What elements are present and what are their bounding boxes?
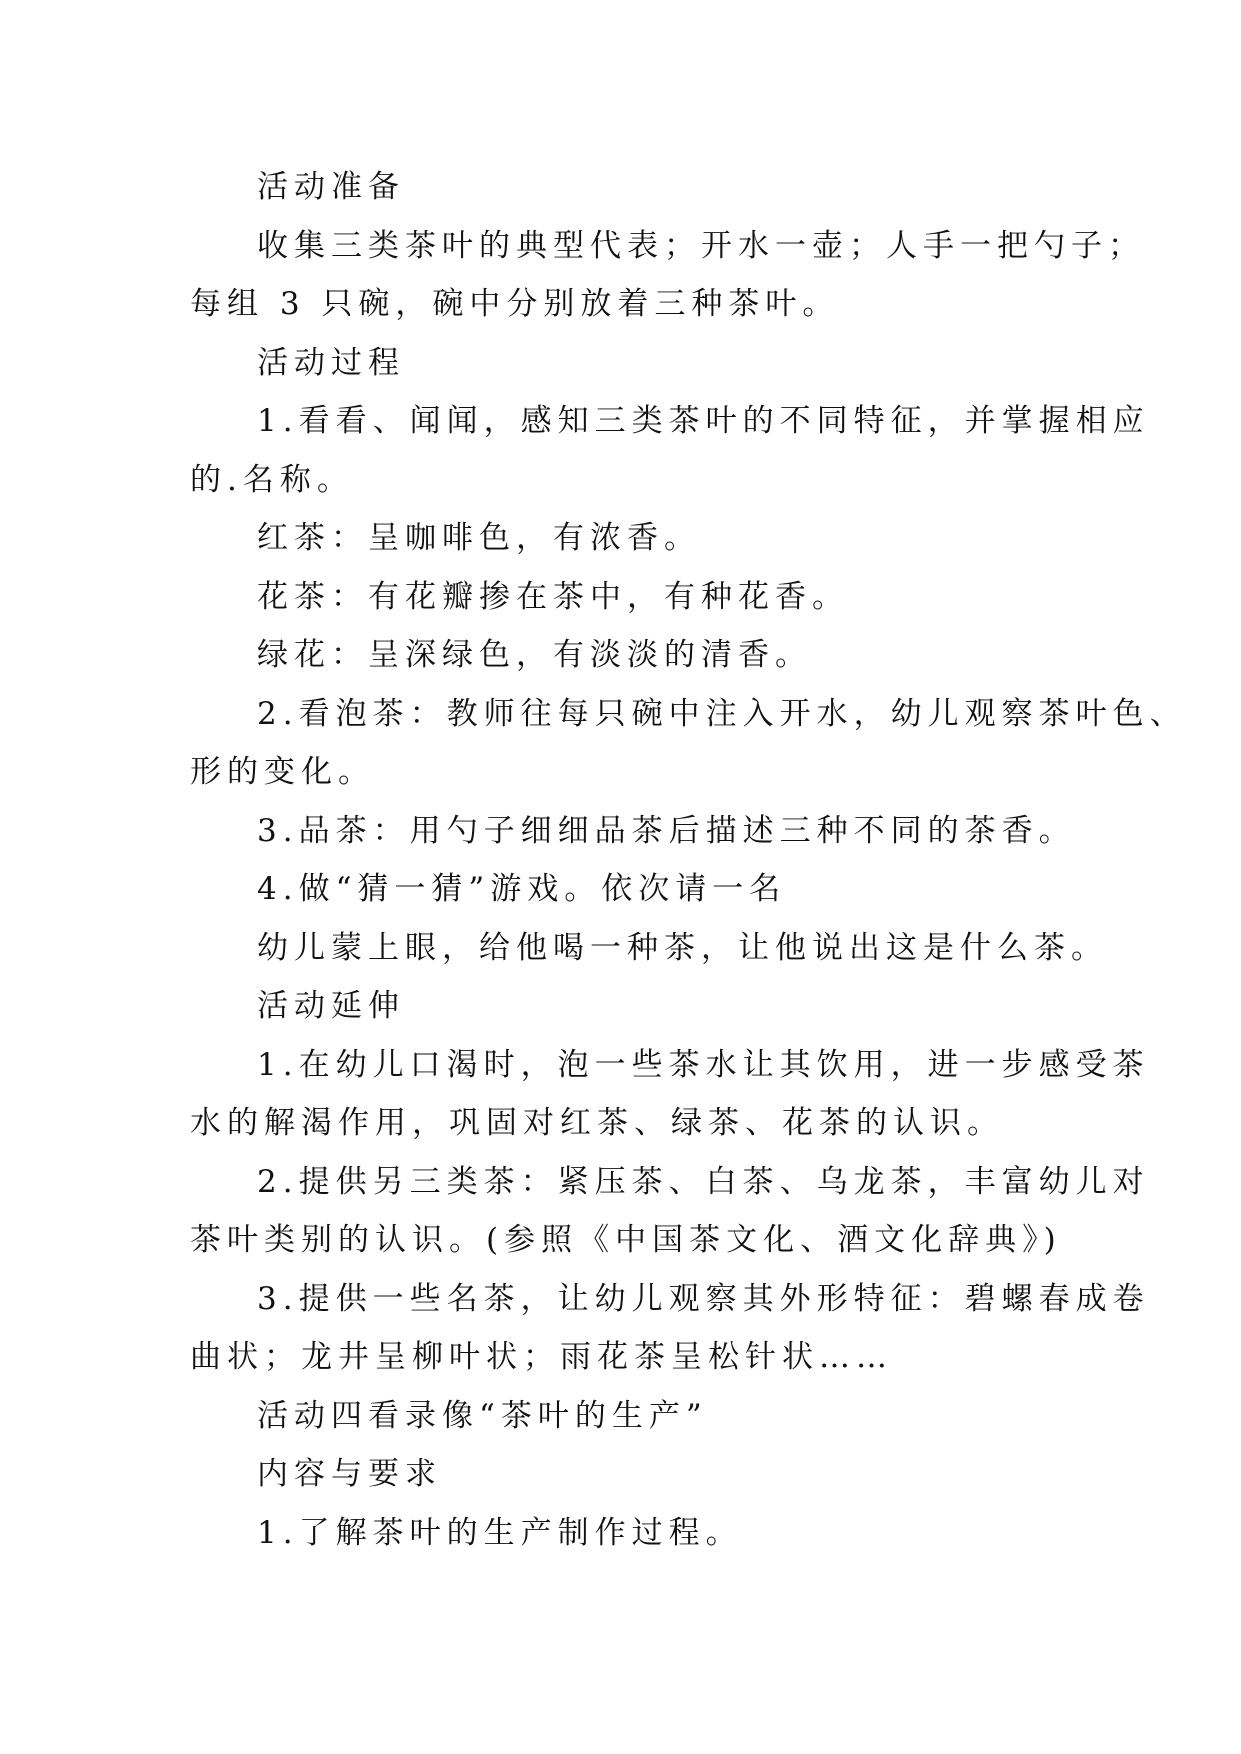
paragraph-line: 4.做“猜一猜”游戏。依次请一名 bbox=[257, 871, 787, 907]
paragraph-line: 2.提供另三类茶：紧压茶、白茶、乌龙茶，丰富幼儿对 bbox=[257, 1163, 1150, 1200]
paragraph-line: 水的解渴作用，巩固对红茶、绿茶、花茶的认识。 bbox=[190, 1105, 1004, 1141]
section-heading-requirements: 内容与要求 bbox=[257, 1456, 442, 1492]
paragraph-line: 收集三类茶叶的典型代表；开水一壶；人手一把勺子； bbox=[257, 227, 1145, 264]
paragraph-line: 花茶：有花瓣掺在茶中，有种花香。 bbox=[257, 578, 849, 615]
paragraph-line: 形的变化。 bbox=[190, 754, 375, 790]
paragraph-line: 每组 3 只碗，碗中分别放着三种茶叶。 bbox=[190, 286, 840, 322]
paragraph-line: 绿花：呈深绿色，有淡淡的清香。 bbox=[257, 637, 812, 673]
section-heading-process: 活动过程 bbox=[257, 344, 405, 381]
section-heading-activity-four: 活动四看录像“茶叶的生产” bbox=[257, 1397, 708, 1434]
paragraph-line: 红茶：呈咖啡色，有浓香。 bbox=[257, 520, 701, 556]
paragraph-line: 3.提供一些名茶，让幼儿观察其外形特征：碧螺春成卷 bbox=[257, 1280, 1150, 1317]
paragraph-line: 1.了解茶叶的生产制作过程。 bbox=[257, 1514, 743, 1551]
paragraph-line: 1.看看、闻闻，感知三类茶叶的不同特征，并掌握相应 bbox=[257, 403, 1150, 439]
paragraph-line: 3.品茶：用勺子细细品茶后描述三种不同的茶香。 bbox=[257, 812, 1076, 849]
paragraph-line: 2.看泡茶：教师往每只碗中注入开水，幼儿观察茶叶色、 bbox=[257, 695, 1187, 732]
section-heading-preparation: 活动准备 bbox=[257, 169, 405, 205]
paragraph-line: 曲状；龙井呈柳叶状；雨花茶呈松针状…… bbox=[190, 1339, 893, 1375]
paragraph-line: 幼儿蒙上眼，给他喝一种茶，让他说出这是什么茶。 bbox=[257, 929, 1108, 966]
paragraph-line: 的.名称。 bbox=[190, 461, 354, 498]
paragraph-line: 茶叶类别的认识。(参照《中国茶文化、酒文化辞典》) bbox=[190, 1222, 1062, 1258]
section-heading-extension: 活动延伸 bbox=[257, 988, 405, 1024]
document-body bbox=[190, 158, 1187, 1562]
paragraph-line: 1.在幼儿口渴时，泡一些茶水让其饮用，进一步感受茶 bbox=[257, 1046, 1150, 1083]
